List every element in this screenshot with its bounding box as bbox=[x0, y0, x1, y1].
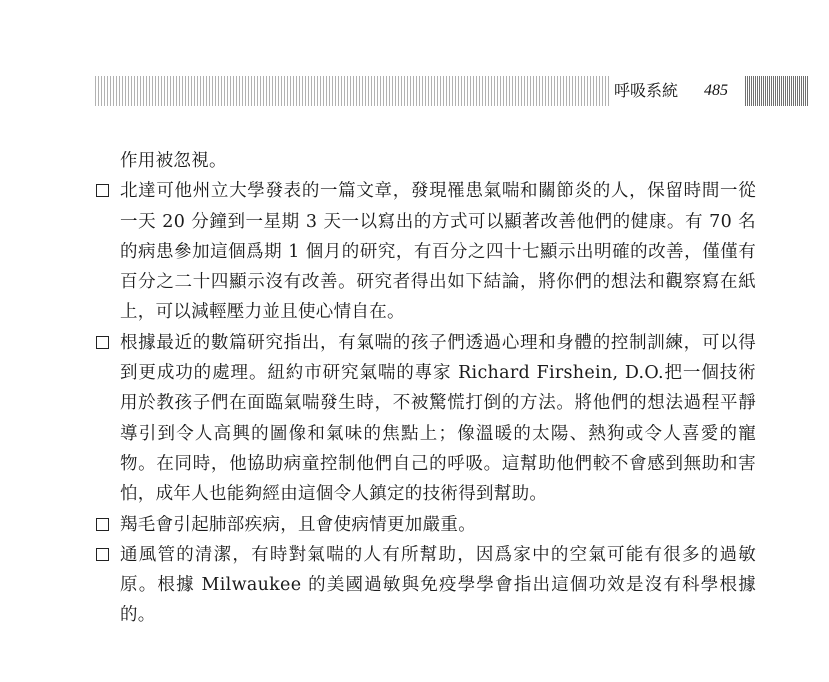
paragraph-text: 通風管的清潔，有時對氣喘的人有所幫助，因爲家中的空氣可能有很多的過敏原。根據 Milwaukee 的美國過敏與免疫學學會指出這個功效是沒有科學根據的。 bbox=[120, 544, 756, 626]
bullet-paragraph bbox=[96, 540, 756, 631]
header-decorative-band bbox=[95, 76, 610, 106]
checkbox-bullet-icon bbox=[96, 336, 109, 349]
paragraph-text: 羯毛會引起肺部疾病，且會使病情更加嚴重。 bbox=[120, 514, 476, 535]
page-number: 485 bbox=[704, 82, 728, 99]
bullet-paragraph bbox=[96, 176, 756, 327]
paragraph-continuation bbox=[96, 146, 756, 176]
paragraph-text: 北達可他州立大學發表的一篇文章，發現罹患氣喘和關節炎的人，保留時間一從一天 20 分鐘到一星期 3 天一以寫出的方式可以顯著改善他們的健康。有 70 名的病患參加這個爲期 1 個月的研究，有百分之四十七顯示出明確的改善，僅僅有百分之二十四顯示沒有改善。研究者得出如下結論，將你們的想法和觀察寫在紙上，可以減輕壓力並且使心情自在。 bbox=[120, 181, 756, 323]
bullet-paragraph bbox=[96, 328, 756, 510]
bullet-paragraph bbox=[96, 510, 756, 540]
header-decorative-block bbox=[745, 76, 809, 106]
checkbox-bullet-icon bbox=[96, 548, 109, 561]
page-body bbox=[96, 146, 756, 631]
checkbox-bullet-icon bbox=[96, 518, 109, 531]
running-header-title: 呼吸系統 bbox=[614, 81, 679, 100]
paragraph-text: 根據最近的數篇研究指出，有氣喘的孩子們透過心理和身體的控制訓練，可以得到更成功的處理。紐約市研究氣喘的專家 Richard Firshein, D.O.把一個技術用於教孩子們在面臨氣喘發生時，不被驚慌打倒的方法。將他們的想法過程平靜導引到令人高興的圖像和氣味的焦點上；像溫暖的太陽、熱狗或令人喜愛的寵物。在同時，他協助病童控制他們自己的呼吸。這幫助他們較不會感到無助和害怕，成年人也能夠經由這個令人鎮定的技術得到幫助。 bbox=[120, 332, 756, 505]
checkbox-bullet-icon bbox=[96, 184, 109, 197]
paragraph-text: 作用被忽視。 bbox=[120, 151, 227, 171]
